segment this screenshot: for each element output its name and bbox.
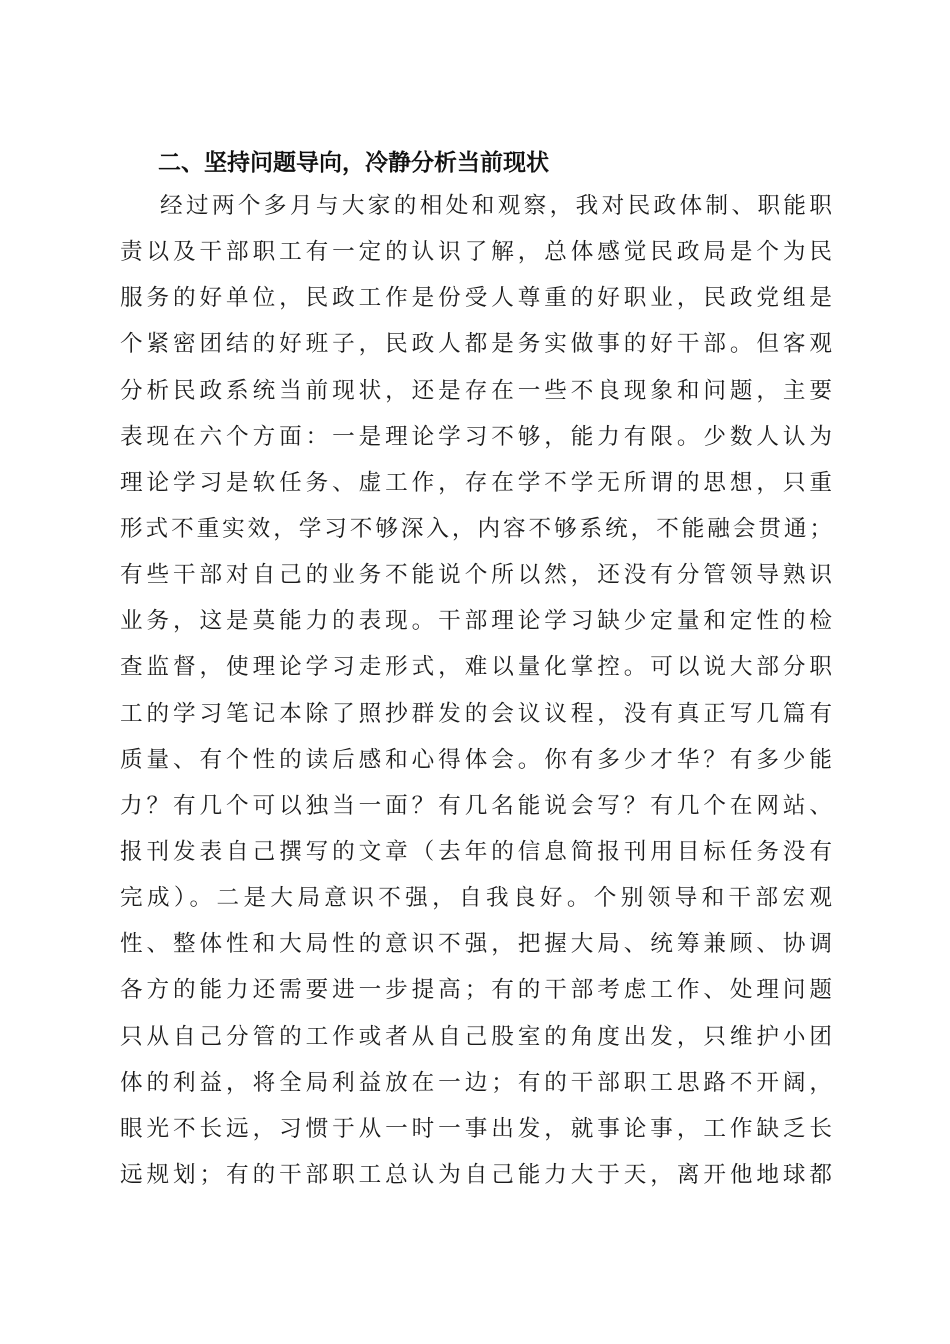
paragraph-line: 只从自己分管的工作或者从自己股室的角度出发，只维护小团	[120, 1023, 832, 1050]
paragraph-line: 查监督，使理论学习走形式，难以量化掌控。可以说大部分职	[120, 654, 832, 681]
paragraph-line: 分析民政系统当前现状，还是存在一些不良现象和问题，主要	[120, 377, 832, 404]
paragraph-line: 性、整体性和大局性的意识不强，把握大局、统筹兼顾、协调	[120, 931, 832, 958]
paragraph-line: 质量、有个性的读后感和心得体会。你有多少才华？有多少能	[120, 746, 832, 773]
paragraph-line: 业务，这是莫能力的表现。干部理论学习缺少定量和定性的检	[120, 608, 832, 635]
paragraph-line: 远规划；有的干部职工总认为自己能力大于天，离开他地球都	[120, 1161, 832, 1188]
paragraph-line: 报刊发表自己撰写的文章（去年的信息简报刊用目标任务没有	[120, 838, 832, 865]
paragraph-line: 理论学习是软任务、虚工作，存在学不学无所谓的思想，只重	[120, 469, 832, 496]
paragraph-line: 工的学习笔记本除了照抄群发的会议议程，没有真正写几篇有	[120, 700, 832, 727]
paragraph-line: 完成）。二是大局意识不强，自我良好。个别领导和干部宏观	[120, 885, 832, 912]
section-heading: 二、坚持问题导向，冷静分析当前现状	[158, 150, 549, 176]
paragraph-line: 个紧密团结的好班子，民政人都是务实做事的好干部。但客观	[120, 331, 832, 358]
paragraph-line: 责以及干部职工有一定的认识了解，总体感觉民政局是个为民	[120, 239, 832, 266]
paragraph-line: 体的利益，将全局利益放在一边；有的干部职工思路不开阔，	[120, 1069, 832, 1096]
body-paragraph	[120, 183, 832, 1198]
paragraph-line: 形式不重实效，学习不够深入，内容不够系统，不能融会贯通；	[120, 515, 832, 542]
paragraph-line: 各方的能力还需要进一步提高；有的干部考虑工作、处理问题	[120, 977, 832, 1004]
paragraph-line: 服务的好单位，民政工作是份受人尊重的好职业，民政党组是	[120, 285, 832, 312]
paragraph-line: 眼光不长远，习惯于从一时一事出发，就事论事，工作缺乏长	[120, 1115, 832, 1142]
paragraph-line: 经过两个多月与大家的相处和观察，我对民政体制、职能职	[160, 193, 832, 219]
paragraph-line: 力？有几个可以独当一面？有几名能说会写？有几个在网站、	[120, 792, 832, 819]
paragraph-line: 表现在六个方面：一是理论学习不够，能力有限。少数人认为	[120, 423, 832, 450]
paragraph-line: 有些干部对自己的业务不能说个所以然，还没有分管领导熟识	[120, 562, 832, 589]
